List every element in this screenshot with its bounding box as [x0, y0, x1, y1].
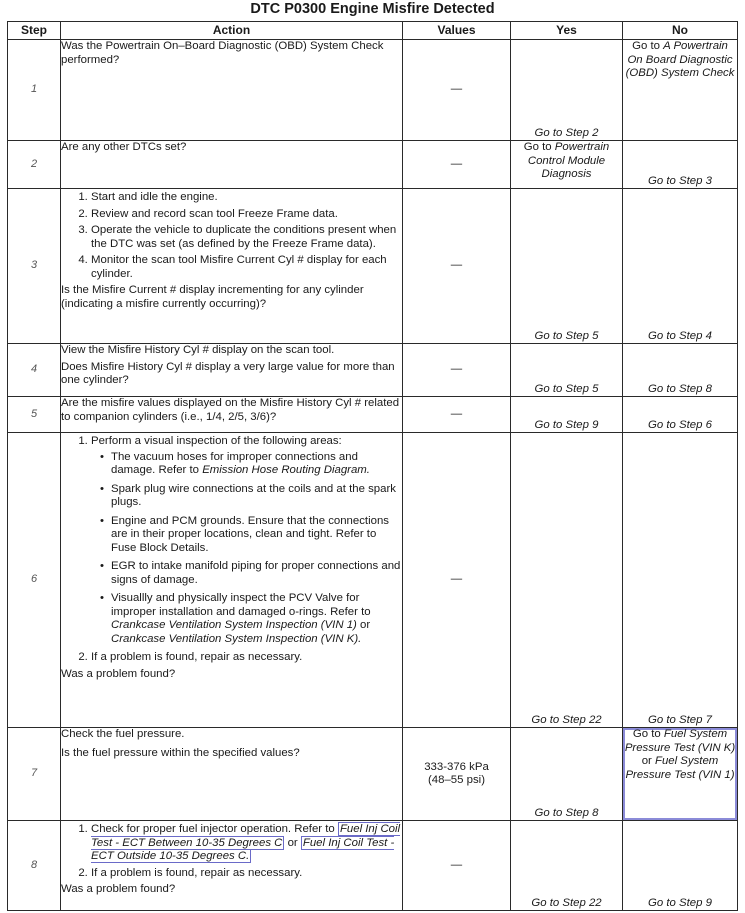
action-cell	[61, 397, 403, 433]
values-cell: —	[403, 189, 511, 344]
no-goto[interactable]: Go to Step 3	[648, 174, 712, 187]
table-row	[8, 40, 738, 141]
action-text: Was the Powertrain On–Board Diagnostic (OBD) System Check performed?	[61, 40, 384, 66]
values-cell: —	[403, 821, 511, 911]
bullet-list	[91, 451, 402, 647]
bullet-item: • Spark plug wire connections at the coils and at the spark plugs.	[111, 483, 402, 510]
value-psi: (48–55 psi)	[428, 774, 485, 786]
bullet-item	[111, 451, 402, 478]
no-goto[interactable]: Go to Step 9	[648, 896, 712, 909]
no-goto[interactable]: Go to Step 4	[648, 329, 712, 342]
action-cell	[61, 141, 403, 189]
table-row	[8, 141, 738, 189]
values-cell: —	[403, 141, 511, 189]
header-no: No	[623, 22, 738, 40]
table-row	[8, 821, 738, 911]
reference-link[interactable]: Fuel Inj Coil Test - ECT Between 10-35 Degrees C	[91, 823, 401, 849]
yes-cell	[511, 344, 623, 397]
yes-cell	[511, 141, 623, 189]
no-goto-prefix: Go to	[632, 40, 664, 52]
action-cell	[61, 40, 403, 141]
list-item-text: Perform a visual inspection of the following areas:	[91, 435, 342, 447]
value-kpa: 333-376 kPa	[424, 760, 489, 773]
list-item: 4. Monitor the scan tool Misfire Current Cyl # display for each cylinder.	[91, 254, 402, 281]
procedure-list	[61, 823, 402, 880]
values-cell	[403, 728, 511, 821]
table-row	[8, 397, 738, 433]
procedure-list	[61, 191, 402, 281]
reference-link[interactable]: Emission Hose Routing Diagram.	[202, 464, 370, 476]
no-cell	[623, 433, 738, 728]
yes-goto-prefix: Go to	[523, 141, 555, 153]
reference-link[interactable]: Fuel Inj Coil Test - ECT Outside 10-35 Degrees C.	[91, 836, 395, 862]
bullet-text: or	[356, 619, 371, 631]
table-row	[8, 189, 738, 344]
yes-cell	[511, 397, 623, 433]
list-item: 3. Operate the vehicle to duplicate the conditions present when the DTC was set (as defined by the Freeze Frame data).	[91, 224, 402, 251]
yes-goto-link[interactable]: Powertrain Control Module Diagnosis	[527, 141, 610, 180]
question-text: Was a problem found?	[61, 883, 176, 895]
yes-goto[interactable]: Go to Step 5	[534, 329, 599, 342]
values-cell: —	[403, 433, 511, 728]
bullet-item: • EGR to intake manifold piping for proper connections and signs of damage.	[111, 560, 402, 587]
list-item: 2. Review and record scan tool Freeze Frame data.	[91, 208, 402, 222]
no-goto-link[interactable]: Fuel System Pressure Test (VIN 1)	[625, 755, 735, 781]
yes-cell	[511, 821, 623, 911]
header-yes: Yes	[511, 22, 623, 40]
values-cell: —	[403, 344, 511, 397]
no-cell	[623, 397, 738, 433]
no-goto-link[interactable]: Fuel System Pressure Test (VIN K)	[624, 728, 736, 754]
yes-goto[interactable]: Go to Step 22	[531, 713, 602, 726]
list-item-text: or	[284, 836, 301, 849]
table-row	[8, 344, 738, 397]
values-cell: —	[403, 40, 511, 141]
question-text: Was a problem found?	[61, 667, 176, 680]
yes-cell	[511, 433, 623, 728]
no-cell	[623, 141, 738, 189]
step-number: 5	[8, 397, 61, 433]
header-action: Action	[61, 22, 403, 40]
bullet-item: • Engine and PCM grounds. Ensure that the connections are in their proper locations, clean and tight. Refer to Fuse Block Details.	[111, 515, 402, 556]
no-goto[interactable]: Go to Step 7	[648, 713, 712, 726]
yes-cell	[511, 189, 623, 344]
action-cell	[61, 821, 403, 911]
no-goto[interactable]: Go to Step 6	[648, 418, 712, 431]
action-cell	[61, 344, 403, 397]
yes-goto[interactable]: Go to Step 2	[534, 126, 599, 139]
question-text: Is the fuel pressure within the specified values?	[61, 746, 300, 759]
step-number: 1	[8, 40, 61, 141]
no-goto[interactable]: Go to Step 8	[648, 382, 712, 395]
header-step: Step	[8, 22, 61, 40]
no-cell	[623, 40, 738, 141]
bullet-text: The vacuum hoses for improper connections and damage. Refer to	[111, 450, 358, 476]
action-text: View the Misfire History Cyl # display on the scan tool.	[61, 344, 335, 356]
list-item	[91, 823, 402, 864]
no-goto-or: or	[641, 755, 655, 767]
action-cell	[61, 433, 403, 728]
bullet-text: Visuallly and physically inspect the PCV Valve for improper installation and damaged o-rings. Refer to	[111, 592, 371, 618]
list-item	[91, 435, 402, 646]
action-cell	[61, 728, 403, 821]
step-number: 8	[8, 821, 61, 911]
step-number: 2	[8, 141, 61, 189]
list-item: 2. If a problem is found, repair as necessary.	[91, 651, 402, 665]
action-text: Are any other DTCs set?	[61, 141, 187, 153]
action-text: Check the fuel pressure.	[61, 728, 185, 740]
yes-cell	[511, 728, 623, 821]
step-number: 7	[8, 728, 61, 821]
page-title: DTC P0300 Engine Misfire Detected	[250, 1, 495, 17]
step-number: 3	[8, 189, 61, 344]
yes-cell	[511, 40, 623, 141]
diagnostic-table	[7, 21, 738, 911]
list-item: 1. Start and idle the engine.	[91, 191, 402, 205]
no-goto-prefix: Go to	[632, 728, 664, 740]
list-item-text: Check for proper fuel injector operation. Refer to	[91, 823, 338, 835]
action-cell	[61, 189, 403, 344]
no-cell	[623, 189, 738, 344]
reference-link[interactable]: Crankcase Ventilation System Inspection (VIN K).	[111, 632, 362, 645]
header-values: Values	[403, 22, 511, 40]
step-number: 4	[8, 344, 61, 397]
question-text: Does Misfire History Cyl # display a very large value for more than one cylinder?	[61, 360, 395, 386]
no-cell	[623, 821, 738, 911]
step-number: 6	[8, 433, 61, 728]
list-item: 2. If a problem is found, repair as necessary.	[91, 867, 402, 881]
no-goto-link[interactable]: A Powertrain On Board Diagnostic (OBD) System Check	[625, 40, 735, 79]
values-cell: —	[403, 397, 511, 433]
yes-goto[interactable]: Go to Step 22	[531, 896, 602, 909]
question-text: Is the Misfire Current # display incrementing for any cylinder (indicating a misfire currently occurring)?	[61, 284, 364, 310]
table-header-row	[8, 22, 738, 40]
bullet-item	[111, 592, 402, 646]
procedure-list	[61, 435, 402, 665]
no-cell	[623, 728, 738, 821]
action-text: Are the misfire values displayed on the Misfire History Cyl # related to companion cylinders (i.e., 1/4, 2/5, 3/6)?	[61, 397, 400, 423]
yes-goto[interactable]: Go to Step 5	[534, 382, 599, 395]
no-cell	[623, 344, 738, 397]
table-row	[8, 433, 738, 728]
table-row	[8, 728, 738, 821]
yes-goto[interactable]: Go to Step 8	[534, 806, 599, 819]
reference-link[interactable]: Crankcase Ventilation System Inspection (VIN 1)	[111, 619, 357, 631]
yes-goto[interactable]: Go to Step 9	[534, 418, 599, 431]
